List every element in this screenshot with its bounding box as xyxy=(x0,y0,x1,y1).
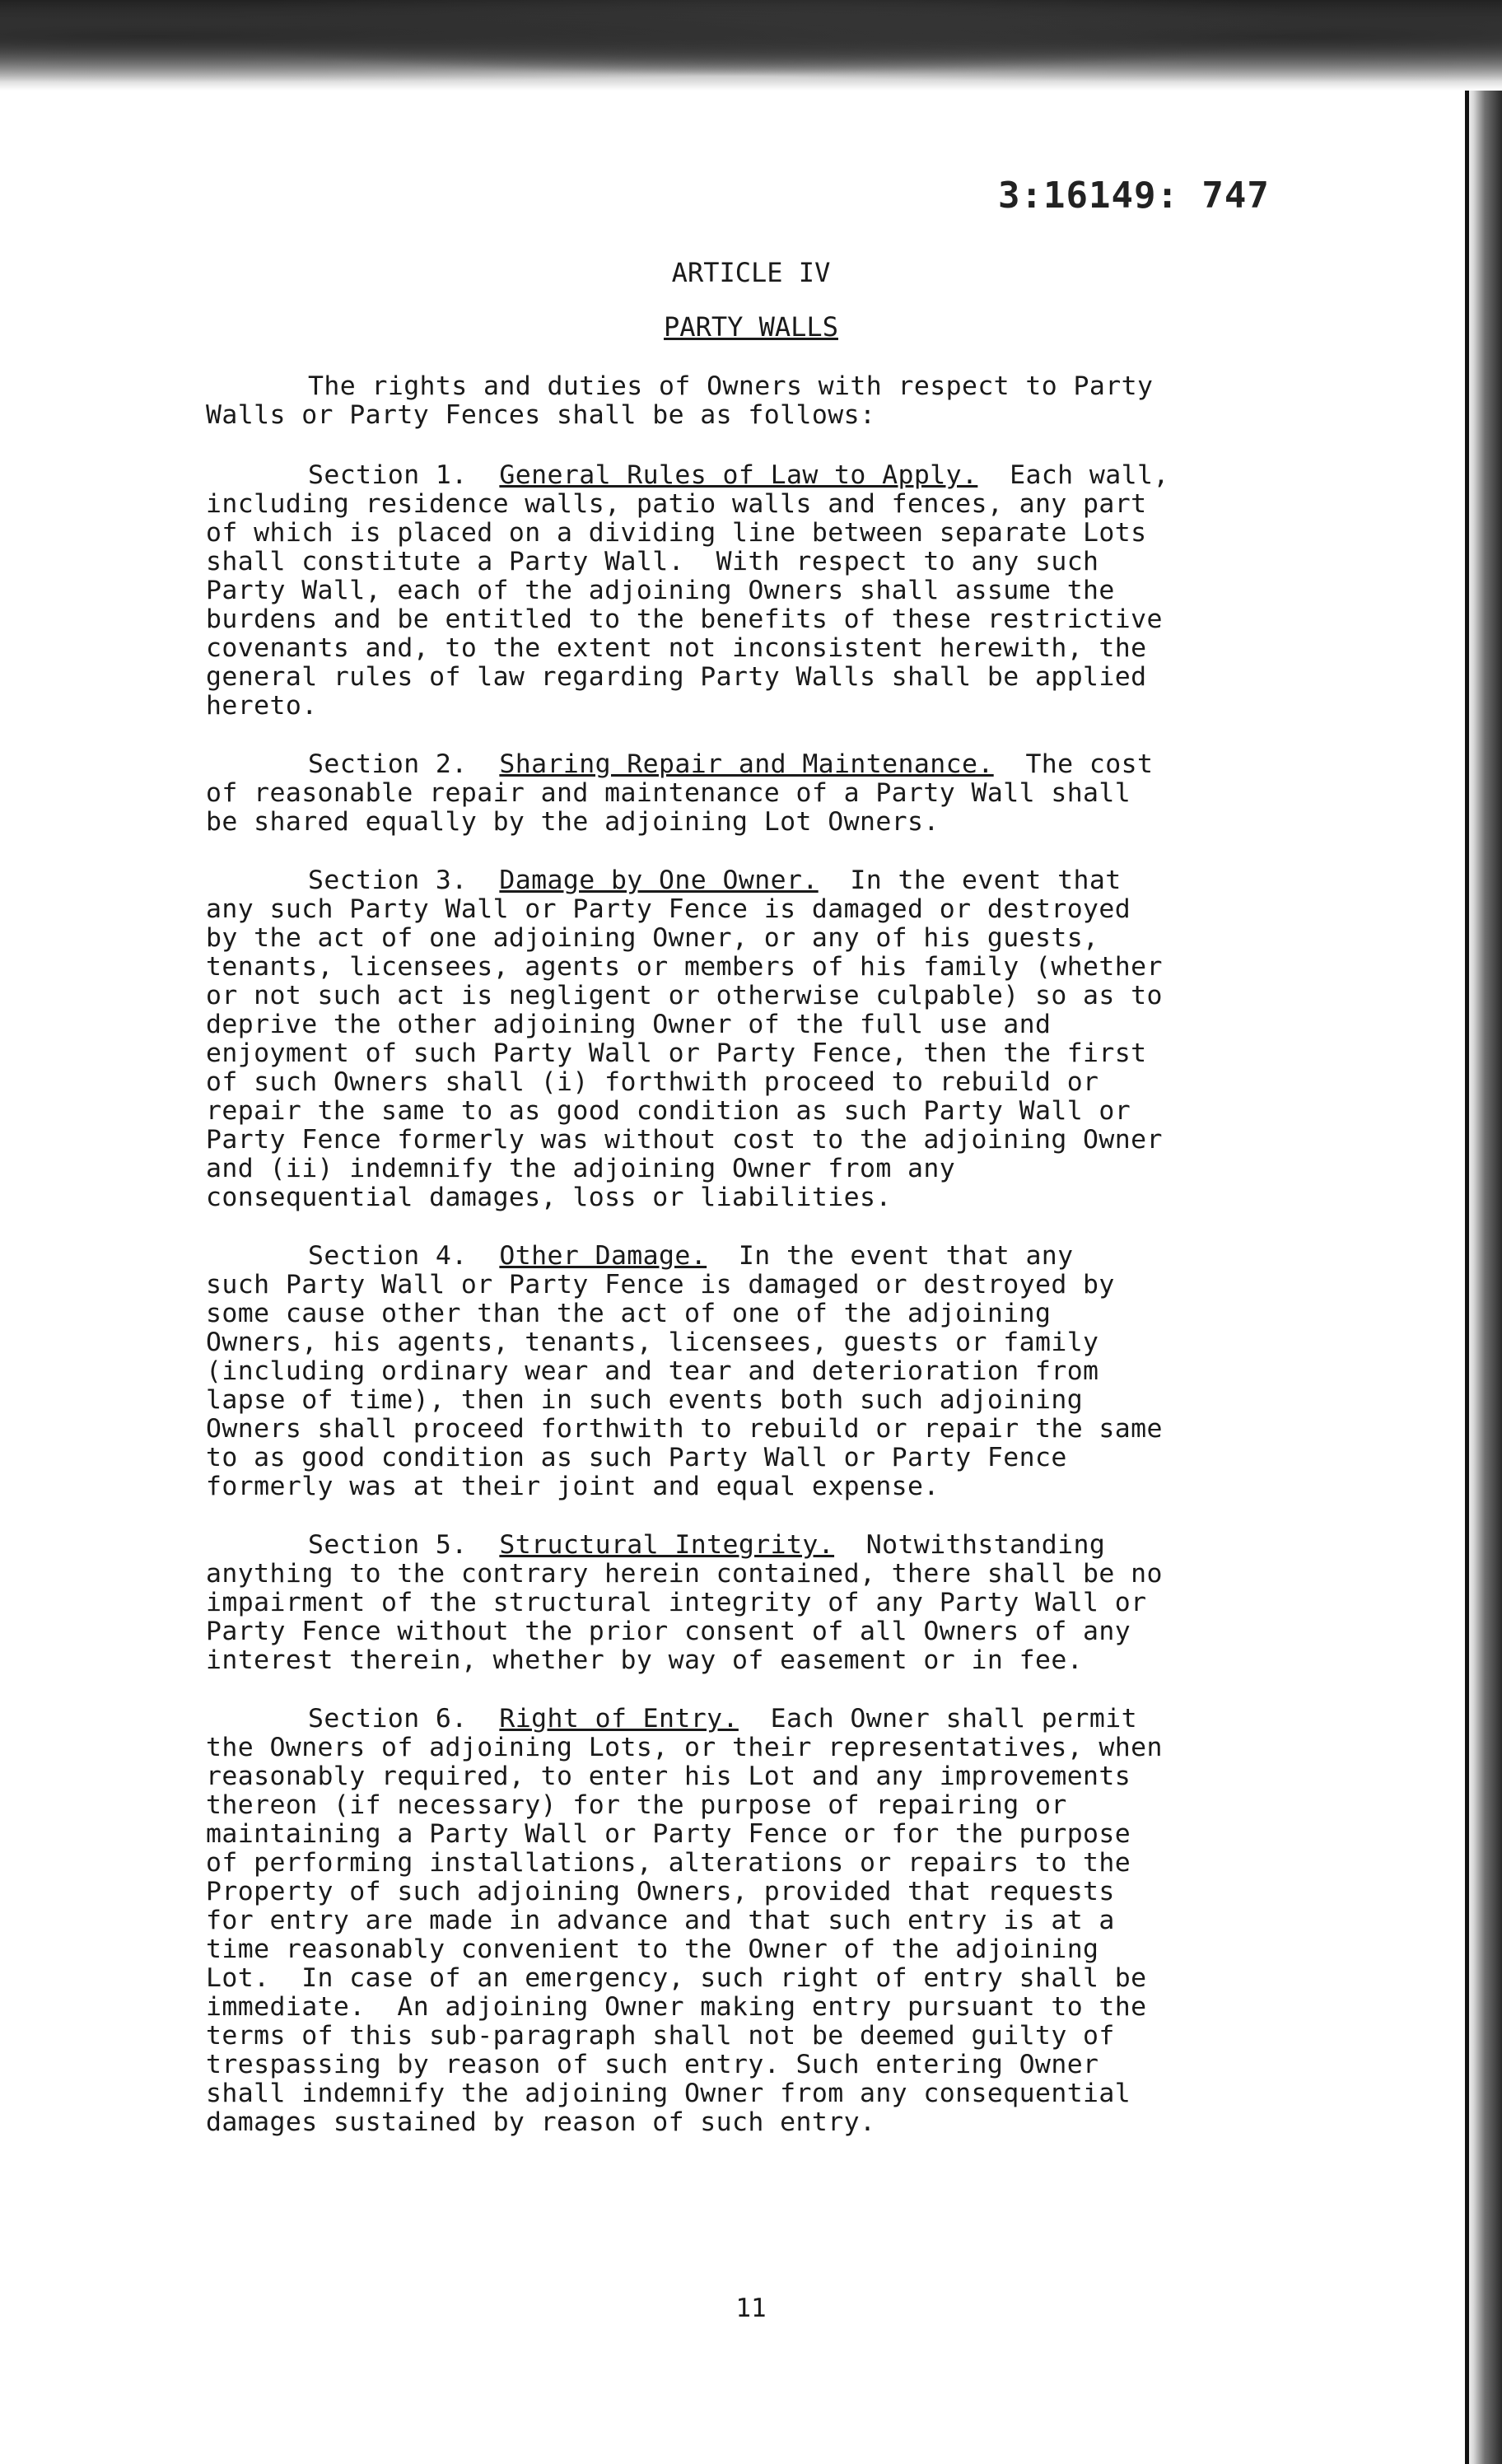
section-1-line: Party Wall, each of the adjoining Owners shall assume the xyxy=(206,576,1115,605)
section-6-line: trespassing by reason of such entry. Such entering Owner xyxy=(206,2050,1099,2079)
section-3-line: of such Owners shall (i) forthwith proceed to rebuild or xyxy=(206,1067,1099,1097)
section-4-line: (including ordinary wear and tear and deterioration from xyxy=(206,1356,1099,1386)
section-6-line: Property of such adjoining Owners, provided that requests xyxy=(206,1877,1115,1906)
section-2-line: be shared equally by the adjoining Lot Owners. xyxy=(206,807,940,837)
section-6-line: terms of this sub-paragraph shall not be deemed guilty of xyxy=(206,2021,1115,2051)
section-6-line: damages sustained by reason of such entry. xyxy=(206,2107,876,2137)
section-6-line: immediate. An adjoining Owner making entry pursuant to the xyxy=(206,1992,1147,2022)
section-first-line-text: The cost xyxy=(1025,749,1154,779)
section-5-first-line xyxy=(308,1531,1105,1560)
section-6-line: of performing installations, alterations or repairs to the xyxy=(206,1848,1131,1878)
section-3-line: any such Party Wall or Party Fence is damaged or destroyed xyxy=(206,894,1131,924)
section-heading: Right of Entry. xyxy=(499,1704,739,1734)
section-2-line: of reasonable repair and maintenance of a Party Wall shall xyxy=(206,778,1131,808)
intro-line: The rights and duties of Owners with respect to Party xyxy=(308,371,1154,401)
section-3-first-line xyxy=(308,866,1122,895)
section-6-line: the Owners of adjoining Lots, or their representatives, when xyxy=(206,1733,1163,1762)
section-6-line: reasonably required, to enter his Lot and any improvements xyxy=(206,1762,1131,1791)
section-2-first-line xyxy=(308,750,1153,779)
section-3-line: deprive the other adjoining Owner of the full use and xyxy=(206,1010,1052,1039)
section-6-line: shall indemnify the adjoining Owner from any consequential xyxy=(206,2079,1131,2108)
section-heading: Other Damage. xyxy=(499,1241,707,1271)
section-heading: Structural Integrity. xyxy=(499,1530,835,1560)
section-1-line: general rules of law regarding Party Walls shall be applied xyxy=(206,662,1147,692)
section-1-line: burdens and be entitled to the benefits of these restrictive xyxy=(206,604,1163,634)
section-5-line: Party Fence without the prior consent of all Owners of any xyxy=(206,1617,1131,1646)
article-heading: ARTICLE IV xyxy=(671,257,831,288)
section-heading: General Rules of Law to Apply. xyxy=(499,460,978,490)
document-number: 3:16149: 747 xyxy=(998,175,1270,217)
section-6-line: time reasonably convenient to the Owner of the adjoining xyxy=(206,1934,1099,1964)
section-3-line: or not such act is negligent or otherwise culpable) so as to xyxy=(206,981,1163,1010)
section-first-line-text: Each Owner shall permit xyxy=(770,1704,1137,1734)
section-label: Section 1. xyxy=(308,460,468,490)
section-6-line: Lot. In case of an emergency, such right of entry shall be xyxy=(206,1963,1147,1993)
page-number: 11 xyxy=(735,2294,767,2323)
section-5-line: impairment of the structural integrity of any Party Wall or xyxy=(206,1588,1147,1617)
section-heading: Sharing Repair and Maintenance. xyxy=(499,749,994,779)
section-4-line: Owners, his agents, tenants, licensees, guests or family xyxy=(206,1328,1099,1357)
section-1-line: of which is placed on a dividing line between separate Lots xyxy=(206,518,1147,548)
section-first-line-text: In the event that any xyxy=(738,1241,1074,1271)
section-4-line: formerly was at their joint and equal expense. xyxy=(206,1472,940,1501)
section-6-line: for entry are made in advance and that such entry is at a xyxy=(206,1906,1115,1935)
section-4-line: lapse of time), then in such events both such adjoining xyxy=(206,1385,1084,1415)
section-1-line: including residence walls, patio walls and fences, any part xyxy=(206,489,1147,519)
section-6-line: maintaining a Party Wall or Party Fence or for the purpose xyxy=(206,1819,1131,1849)
section-first-line-text: In the event that xyxy=(850,866,1122,895)
section-label: Section 2. xyxy=(308,749,468,779)
section-6-line: thereon (if necessary) for the purpose of repairing or xyxy=(206,1790,1067,1820)
article-title-text: PARTY WALLS xyxy=(664,311,838,343)
section-4-line: some cause other than the act of one of the adjoining xyxy=(206,1299,1052,1328)
section-3-line: by the act of one adjoining Owner, or any of his guests, xyxy=(206,923,1099,953)
section-6-first-line xyxy=(308,1705,1137,1734)
section-3-line: consequential damages, loss or liabilities. xyxy=(206,1183,892,1212)
section-1-line: covenants and, to the extent not inconsistent herewith, the xyxy=(206,633,1147,663)
section-label: Section 3. xyxy=(308,866,468,895)
section-3-line: Party Fence formerly was without cost to the adjoining Owner xyxy=(206,1125,1163,1155)
section-4-line: Owners shall proceed forthwith to rebuild or repair the same xyxy=(206,1414,1163,1444)
section-5-line: anything to the contrary herein contained, there shall be no xyxy=(206,1559,1163,1589)
section-1-first-line xyxy=(308,461,1169,490)
section-4-first-line xyxy=(308,1242,1074,1271)
section-3-line: and (ii) indemnify the adjoining Owner from any xyxy=(206,1154,956,1183)
section-4-line: to as good condition as such Party Wall or Party Fence xyxy=(206,1443,1067,1472)
scan-border-right xyxy=(1464,91,1502,2464)
section-3-line: tenants, licensees, agents or members of his family (whether xyxy=(206,952,1163,982)
intro-line: Walls or Party Fences shall be as follows: xyxy=(206,400,876,430)
section-5-line: interest therein, whether by way of easement or in fee. xyxy=(206,1645,1084,1675)
section-1-line: shall constitute a Party Wall. With respect to any such xyxy=(206,547,1099,576)
section-4-line: such Party Wall or Party Fence is damaged or destroyed by xyxy=(206,1270,1115,1300)
section-3-line: enjoyment of such Party Wall or Party Fence, then the first xyxy=(206,1038,1147,1068)
section-first-line-text: Each wall, xyxy=(1010,460,1169,490)
section-label: Section 6. xyxy=(308,1704,468,1734)
scan-border-top xyxy=(0,0,1502,91)
section-3-line: repair the same to as good condition as such Party Wall or xyxy=(206,1096,1131,1126)
section-1-line: hereto. xyxy=(206,691,318,721)
section-first-line-text: Notwithstanding xyxy=(865,1530,1106,1560)
section-label: Section 4. xyxy=(308,1241,468,1271)
article-title xyxy=(0,311,1502,343)
section-heading: Damage by One Owner. xyxy=(499,866,819,895)
section-label: Section 5. xyxy=(308,1530,468,1560)
page-edge-line xyxy=(1465,91,1469,2464)
